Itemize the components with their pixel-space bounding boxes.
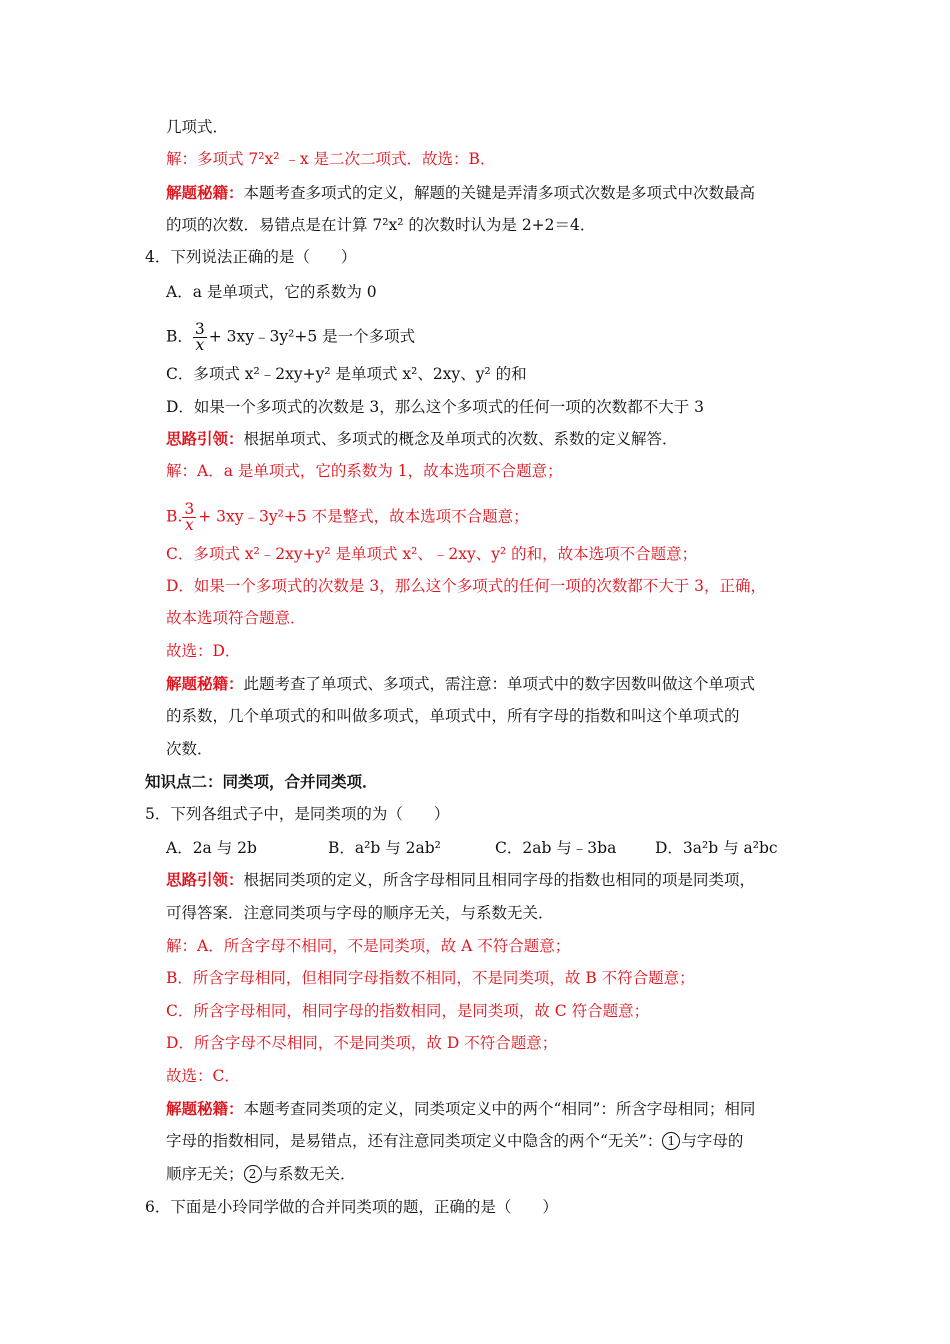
secret-text: 与字母的 [681, 1132, 744, 1150]
secret-text: 本题考查同类项的定义，同类项定义中的两个“相同”：所含字母相同；相同 [243, 1100, 756, 1118]
frac-numerator: 3 [194, 320, 205, 338]
q5-solution-b: B．所含字母相同，但相同字母指数不相同，不是同类项，故 B 不符合题意； [166, 969, 695, 987]
hint-label: 思路引领： [166, 429, 244, 448]
q4-solution-c: C．多项式 x²﹣2xy+y² 是单项式 x²、﹣2xy、y² 的和，故本选项不合题意； [166, 545, 698, 563]
q5-secret-line-1 [166, 1098, 755, 1120]
hint-text: 根据同类项的定义，所含字母相同且相同字母的指数也相同的项是同类项， [243, 871, 756, 889]
q5-hint-1 [166, 869, 755, 891]
q3-secret-line-2: 的项的次数．易错点是在计算 7²x² 的次数时认为是 2+2＝4． [166, 216, 596, 234]
secret-label: 解题秘籍： [166, 1099, 244, 1118]
q5-choose: 故选：C． [166, 1067, 240, 1085]
q3-text-tail: 几项式． [166, 118, 229, 136]
section-title: 知识点二：同类项，合并同类项． [145, 772, 378, 791]
q4-option-b [166, 322, 415, 353]
q5-solution-d: D．所含字母不尽相同，不是同类项，故 D 不符合题意； [166, 1034, 558, 1052]
q5-secret-line-3 [166, 1163, 356, 1185]
q4-solution-d-1: D．如果一个多项式的次数是 3，那么这个多项式的任何一项的次数都不大于 3，正确， [166, 577, 767, 595]
q4-secret-line-2: 的系数，几个单项式的和叫做多项式，单项式中，所有字母的指数和叫这个单项式的 [166, 707, 740, 725]
q5-option-b: B．a²b 与 2ab² [328, 839, 441, 857]
q6-stem: 6．下面是小玲同学做的合并同类项的题，正确的是（ ） [145, 1198, 558, 1216]
q5-secret-line-2 [166, 1130, 743, 1152]
secret-text: 此题考查了单项式、多项式，需注意：单项式中的数字因数叫做这个单项式 [243, 675, 756, 693]
q4-option-c: C．多项式 x²﹣2xy+y² 是单项式 x²、2xy、y² 的和 [166, 365, 527, 383]
hint-text: 根据单项式、多项式的概念及单项式的次数、系数的定义解答． [243, 430, 678, 448]
hint-label: 思路引领： [166, 870, 244, 889]
circled-two-icon: 2 [244, 1165, 262, 1183]
q4-solution-a: 解：A．a 是单项式，它的系数为 1，故本选项不合题意； [166, 462, 563, 480]
solution-b-rest: + 3xy﹣3y²+5 不是整式，故本选项不合题意； [198, 507, 529, 526]
q4-option-d: D．如果一个多项式的次数是 3，那么这个多项式的任何一项的次数都不大于 3 [166, 398, 705, 416]
q5-hint-2: 可得答案．注意同类项与字母的顺序无关，与系数无关． [166, 904, 554, 922]
q5-option-c: C．2ab 与﹣3ba [495, 839, 617, 857]
q3-solution: 解：多项式 7²x² ﹣x 是二次二项式．故选：B． [166, 150, 496, 168]
q4-solution-d-2: 故本选项符合题意． [166, 609, 306, 627]
q5-option-a: A．2a 与 2b [166, 839, 257, 857]
q4-option-a: A．a 是单项式，它的系数为 0 [166, 283, 377, 301]
secret-text: 字母的指数相同，是易错点，还有注意同类项定义中隐含的两个“无关”： [166, 1132, 663, 1150]
q5-solution-a: 解：A．所含字母不相同，不是同类项，故 A 不符合题意； [166, 937, 571, 955]
circled-one-icon: 1 [662, 1132, 680, 1150]
option-b-rest: + 3xy﹣3y²+5 是一个多项式 [208, 327, 416, 346]
secret-text: 顺序无关； [166, 1165, 244, 1183]
frac-denominator: x [184, 516, 194, 534]
secret-text: 本题考查多项式的定义，解题的关键是弄清多项式次数是多项式中次数最高 [243, 184, 756, 202]
option-b-prefix: B． [166, 327, 193, 346]
q4-solution-b [166, 502, 529, 533]
q4-hint [166, 428, 678, 450]
q5-stem: 5．下列各组式子中，是同类项的为（ ） [145, 805, 450, 823]
secret-label: 解题秘籍： [166, 183, 244, 202]
q4-secret-line-3: 次数． [166, 740, 213, 758]
q4-secret-line-1 [166, 673, 755, 695]
q3-secret-line-1 [166, 182, 755, 204]
q4-stem: 4．下列说法正确的是（ ） [145, 248, 357, 266]
secret-text: 与系数无关． [262, 1165, 356, 1183]
fraction-3-over-x [182, 502, 196, 533]
q5-solution-c: C．所含字母相同，相同字母的指数相同，是同类项，故 C 符合题意； [166, 1002, 650, 1020]
frac-numerator: 3 [184, 500, 195, 518]
frac-denominator: x [195, 336, 205, 354]
q5-option-d: D．3a²b 与 a²bc [655, 839, 778, 857]
solution-b-prefix: B. [166, 507, 183, 526]
fraction-3-over-x [193, 322, 207, 353]
q4-choose: 故选：D． [166, 642, 241, 660]
secret-label: 解题秘籍： [166, 674, 244, 693]
